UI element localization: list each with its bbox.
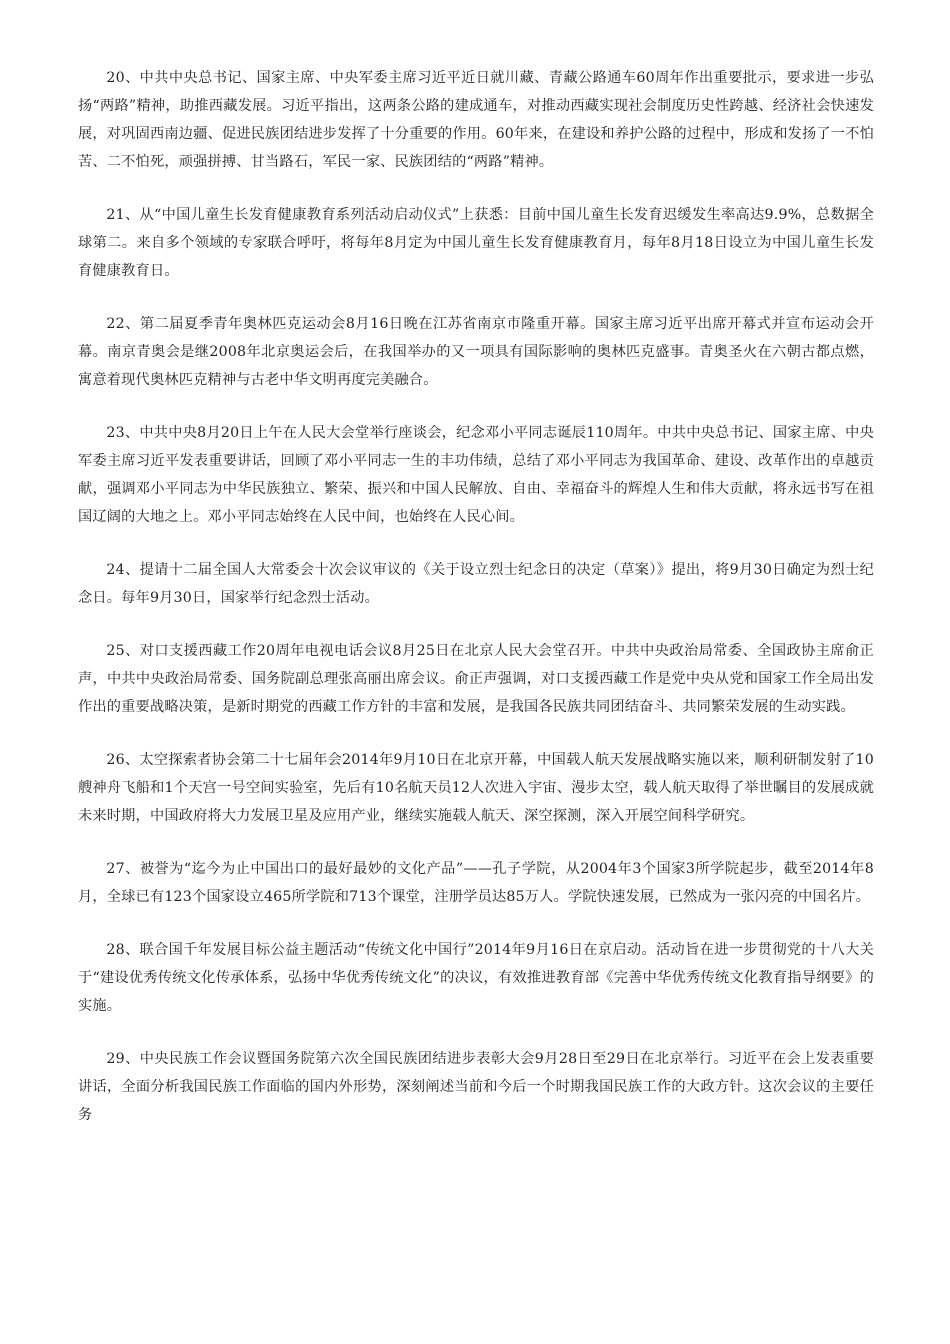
paragraph-item-20: 20、中共中央总书记、国家主席、中央军委主席习近平近日就川藏、青藏公路通车60周年作出重要批示，要求进一步弘扬“两路”精神，助推西藏发展。习近平指出，这两条公路的建成通车，对推动西藏实现社会制度历史性跨越、经济社会快速发展，对巩固西南边疆、促进民族团结进步发挥了十分重要的作用。60年来，在建设和养护公路的过程中，形成和发扬了一不怕苦、二不怕死，顽强拼搏、甘当路石，军民一家、民族团结的“两路”精神。 [78,70,874,170]
paragraph-item-21: 21、从“中国儿童生长发育健康教育系列活动启动仪式”上获悉：目前中国儿童生长发育迟缓发生率高达9.9%，总数据全球第二。来自多个领域的专家联合呼吁，将每年8月定为中国儿童生长发育健康教育月，每年8月18日设立为中国儿童生长发育健康教育日。 [78,207,874,279]
paragraph-item-22: 22、第二届夏季青年奥林匹克运动会8月16日晚在江苏省南京市隆重开幕。国家主席习近平出席开幕式并宣布运动会开幕。南京青奥会是继2008年北京奥运会后，在我国举办的又一项具有国际影响的奥林匹克盛事。青奥圣火在六朝古都点燃，寓意着现代奥林匹克精神与古老中华文明再度完美融合。 [78,316,874,388]
document-body [78,64,874,1154]
paragraph-item-23: 23、中共中央8月20日上午在人民大会堂举行座谈会，纪念邓小平同志诞辰110周年。中共中央总书记、国家主席、中央军委主席习近平发表重要讲话，回顾了邓小平同志一生的丰功伟绩，总结了邓小平同志为我国革命、建设、改革作出的卓越贡献，强调邓小平同志为中华民族独立、繁荣、振兴和中国人民解放、自由、幸福奋斗的辉煌人生和伟大贡献，将永远书写在祖国辽阔的大地之上。邓小平同志始终在人民中间，也始终在人民心间。 [78,425,874,525]
paragraph-item-28: 28、联合国千年发展目标公益主题活动“传统文化中国行”2014年9月16日在京启动。活动旨在进一步贯彻党的十八大关于“建设优秀传统文化传承体系，弘扬中华优秀传统文化”的决议，有效推进教育部《完善中华优秀传统文化教育指导纲要》的实施。 [78,942,874,1014]
paragraph-item-25: 25、对口支援西藏工作20周年电视电话会议8月25日在北京人民大会堂召开。中共中央政治局常委、全国政协主席俞正声，中共中央政治局常委、国务院副总理张高丽出席会议。俞正声强调，对口支援西藏工作是党中央从党和国家工作全局出发作出的重要战略决策，是新时期党的西藏工作方针的丰富和发展，是我国各民族共同团结奋斗、共同繁荣发展的生动实践。 [78,643,874,715]
paragraph-item-27: 27、被誉为“迄今为止中国出口的最好最妙的文化产品”——孔子学院，从2004年3个国家3所学院起步，截至2014年8月，全球已有123个国家设立465所学院和713个课堂，注册学员达85万人。学院快速发展，已然成为一张闪亮的中国名片。 [78,861,874,905]
paragraph-item-26: 26、太空探索者协会第二十七届年会2014年9月10日在北京开幕，中国载人航天发展战略实施以来，顺利研制发射了10艘神舟飞船和1个天宫一号空间实验室，先后有10名航天员12人次进入宇宙、漫步太空，载人航天取得了举世瞩目的发展成就未来时期，中国政府将大力发展卫星及应用产业，继续实施载人航天、深空探测，深入开展空间科学研究。 [78,752,874,824]
paragraph-item-24: 24、提请十二届全国人大常委会十次会议审议的《关于设立烈士纪念日的决定（草案）》提出，将9月30日确定为烈士纪念日。每年9月30日，国家举行纪念烈士活动。 [78,562,874,606]
paragraph-item-29: 29、中央民族工作会议暨国务院第六次全国民族团结进步表彰大会9月28日至29日在北京举行。习近平在会上发表重要讲话，全面分析我国民族工作面临的国内外形势，深刻阐述当前和今后一个时期我国民族工作的大政方针。这次会议的主要任务 [78,1051,874,1123]
